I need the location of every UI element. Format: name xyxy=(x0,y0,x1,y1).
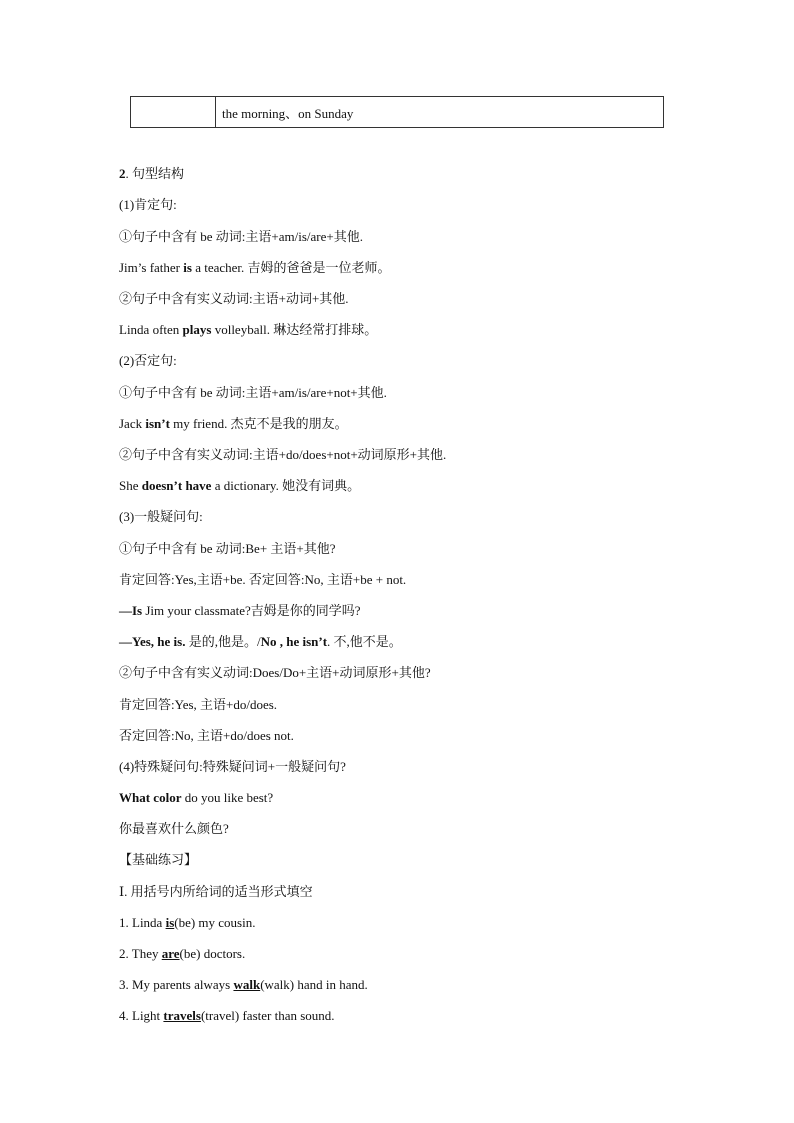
example-keyword: doesn’t have xyxy=(141,478,212,493)
example-text: my friend. 杰克不是我的朋友。 xyxy=(169,416,348,431)
general-question-example-a xyxy=(119,634,402,650)
general-question-answers-be: 肯定回答:Yes,主语+be. 否定回答:No, 主语+be + not. xyxy=(119,572,407,587)
example-keyword: —Yes, he is. xyxy=(119,634,186,649)
general-question-answer-no: 否定回答:No, 主语+do/does not. xyxy=(119,728,294,743)
item-text: 1. Linda xyxy=(119,915,166,930)
example-text: a teacher. 吉姆的爸爸是一位老师。 xyxy=(191,260,391,275)
item-text: 3. My parents always xyxy=(119,977,234,992)
affirmative-heading: (1)肯定句: xyxy=(119,197,177,212)
example-text: Jim your classmate?吉姆是你的同学吗? xyxy=(142,603,361,618)
negative-heading: (2)否定句: xyxy=(119,353,177,368)
example-text: 是的,他是。/ xyxy=(185,634,261,649)
section-title-text: . 句型结构 xyxy=(125,166,185,181)
general-question-heading: (3)一般疑问句: xyxy=(119,509,203,524)
example-text: a dictionary. 她没有词典。 xyxy=(211,478,361,493)
top-table xyxy=(130,96,664,128)
practice-title: 【基础练习】 xyxy=(119,852,198,867)
table-cell-empty xyxy=(131,97,216,128)
negative-rule-be: ①句子中含有 be 动词:主语+am/is/are+not+其他. xyxy=(119,385,387,400)
table-row xyxy=(131,97,664,128)
item-text: 2. They xyxy=(119,946,162,961)
item-text: (be) my cousin. xyxy=(174,915,256,930)
practice-item-2 xyxy=(119,946,245,962)
example-keyword: No , he isn’t xyxy=(260,634,328,649)
special-question-heading: (4)特殊疑问句:特殊疑问词+一般疑问句? xyxy=(119,759,346,774)
special-question-example xyxy=(119,790,273,806)
negative-example-be xyxy=(119,416,348,432)
item-text: (be) doctors. xyxy=(179,946,246,961)
affirmative-example-be xyxy=(119,260,391,276)
practice-part1-instruction: Ⅰ. 用括号内所给词的适当形式填空 xyxy=(119,884,313,899)
negative-example-verb xyxy=(119,478,360,494)
example-text: She xyxy=(119,478,142,493)
general-question-example-q xyxy=(119,603,361,619)
section-number: 2 xyxy=(119,166,126,181)
example-text: Jim’s father xyxy=(119,260,184,275)
item-answer: is xyxy=(165,915,175,930)
item-answer: walk xyxy=(233,977,261,992)
example-text: do you like best? xyxy=(181,790,274,805)
affirmative-rule-be: ①句子中含有 be 动词:主语+am/is/are+其他. xyxy=(119,229,363,244)
example-keyword: isn’t xyxy=(145,416,170,431)
practice-item-1 xyxy=(119,915,255,931)
section-title xyxy=(119,166,184,182)
example-text: volleyball. 琳达经常打排球。 xyxy=(211,322,378,337)
table-cell-time-phrases: the morning、on Sunday xyxy=(216,97,664,128)
general-question-rule-be: ①句子中含有 be 动词:Be+ 主语+其他? xyxy=(119,541,336,556)
item-answer: travels xyxy=(163,1008,201,1023)
example-keyword: is xyxy=(183,260,192,275)
general-question-rule-verb: ②句子中含有实义动词:Does/Do+主语+动词原形+其他? xyxy=(119,665,431,680)
example-keyword: plays xyxy=(182,322,212,337)
item-answer: are xyxy=(161,946,180,961)
item-text: (travel) faster than sound. xyxy=(200,1008,335,1023)
example-text: . 不,他不是。 xyxy=(327,634,402,649)
example-text: Linda often xyxy=(119,322,183,337)
item-text: 4. Light xyxy=(119,1008,164,1023)
practice-item-4 xyxy=(119,1008,335,1024)
general-question-answer-yes: 肯定回答:Yes, 主语+do/does. xyxy=(119,697,278,712)
example-text: Jack xyxy=(119,416,146,431)
practice-item-3 xyxy=(119,977,368,993)
example-keyword: —Is xyxy=(119,603,143,618)
affirmative-example-verb xyxy=(119,322,377,338)
example-keyword: What color xyxy=(119,790,182,805)
item-text: (walk) hand in hand. xyxy=(260,977,368,992)
affirmative-rule-verb: ②句子中含有实义动词:主语+动词+其他. xyxy=(119,291,349,306)
special-question-translation: 你最喜欢什么颜色? xyxy=(119,821,229,836)
negative-rule-verb: ②句子中含有实义动词:主语+do/does+not+动词原形+其他. xyxy=(119,447,447,462)
